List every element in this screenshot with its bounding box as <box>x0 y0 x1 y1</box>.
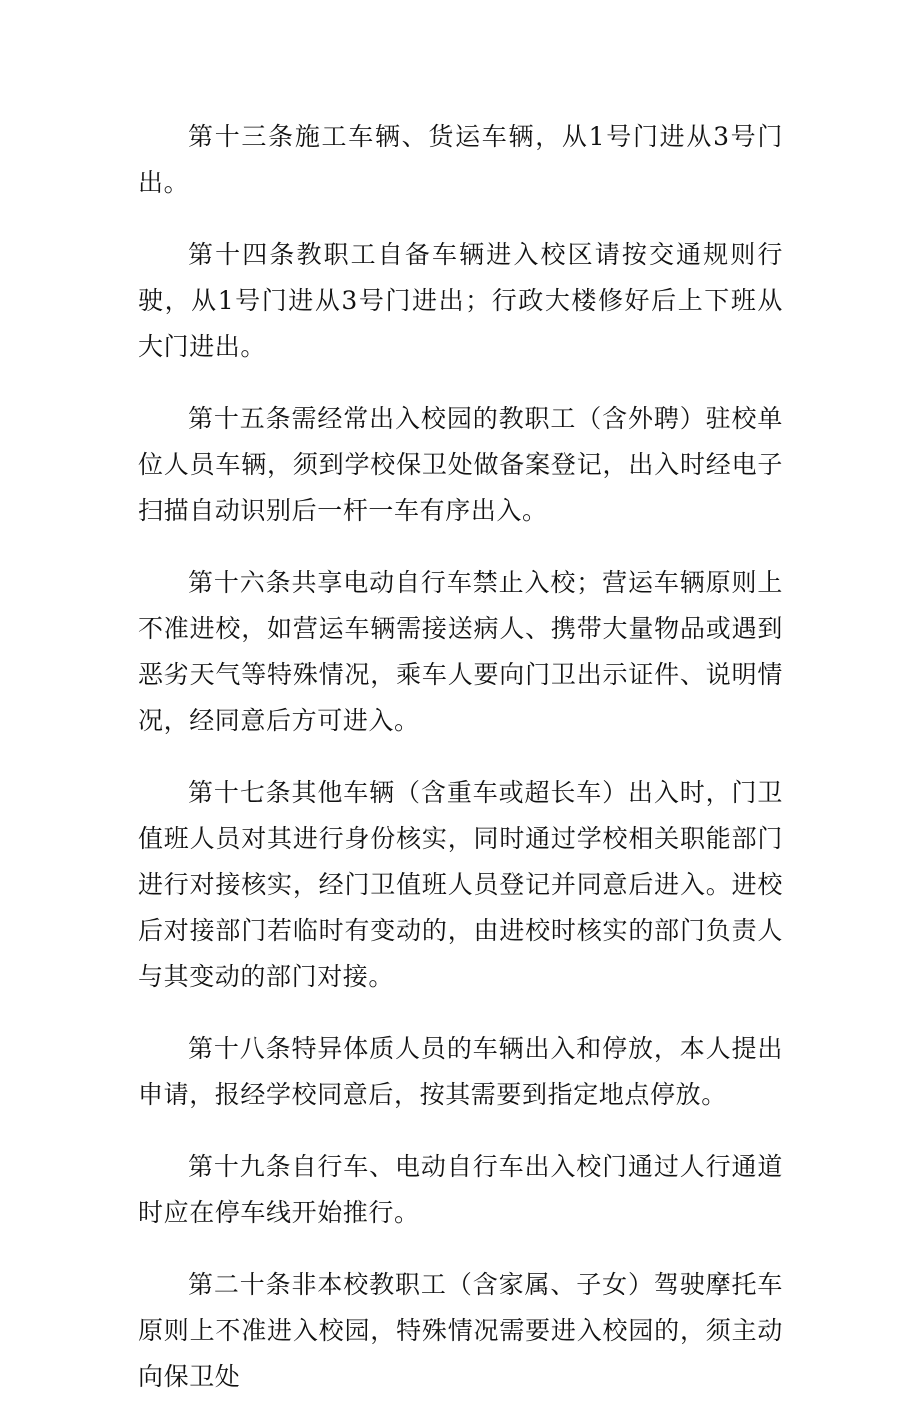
line: 有变动的，由进校时核实的部门负责人与其变动的部门对接。 <box>138 916 783 991</box>
line: 上不准进入校园，特殊情况需要进入校园的，须主动向保卫处 <box>138 1316 783 1391</box>
line: 特殊情况，乘车人要向门卫出示证件、说明情况，经同意后方可 <box>138 660 783 735</box>
line: 请，报经学校同意后，按其需要到指定地点停放。 <box>163 1080 727 1109</box>
article-19-paragraph <box>138 1144 783 1236</box>
line: 在停车线开始推行。 <box>189 1198 420 1227</box>
line: 进入。 <box>342 706 420 735</box>
line: 别后一杆一车有序出入。 <box>266 496 548 525</box>
line: 进校，如营运车辆需接送病人、携带大量物品或遇到恶劣天气等 <box>138 614 783 689</box>
line: 员车辆，须到学校保卫处做备案登记，出入时经电子扫描自动识 <box>138 450 783 525</box>
document-body <box>138 114 783 1426</box>
line: 第十七条其他车辆（含重车或超长车）出入时，门卫值班 <box>138 778 783 853</box>
line: 第十九条自行车、电动自行车出入校门通过人行通道时应 <box>138 1152 783 1227</box>
line: 实，经门卫值班人员登记并同意后进入。进校后对接部门若临时 <box>138 870 783 945</box>
article-17-paragraph <box>138 770 783 1000</box>
article-15-paragraph <box>138 396 783 534</box>
line: 第十五条需经常出入校园的教职工（含外聘）驻校单位人 <box>138 404 783 479</box>
line: 人员对其进行身份核实，同时通过学校相关职能部门进行对接核 <box>138 824 783 899</box>
line: 第十三条施工车辆、货运车辆，从1号门进从3号门出。 <box>138 122 783 197</box>
article-13-paragraph <box>138 114 783 206</box>
line: 第二十条非本校教职工（含家属、子女）驾驶摩托车原则 <box>138 1270 783 1345</box>
line: 第十六条共享电动自行车禁止入校；营运车辆原则上不准 <box>138 568 783 643</box>
article-20-paragraph <box>138 1262 783 1400</box>
line: 号门进从3号门进出；行政大楼修好后上下班从大门进出。 <box>138 286 783 361</box>
article-16-paragraph <box>138 560 783 744</box>
line: 第十四条教职工自备车辆进入校区请按交通规则行驶，从1 <box>138 240 783 315</box>
article-18-paragraph <box>138 1026 783 1118</box>
article-14-paragraph <box>138 232 783 370</box>
line: 第十八条特异体质人员的车辆出入和停放，本人提出申 <box>138 1034 783 1109</box>
